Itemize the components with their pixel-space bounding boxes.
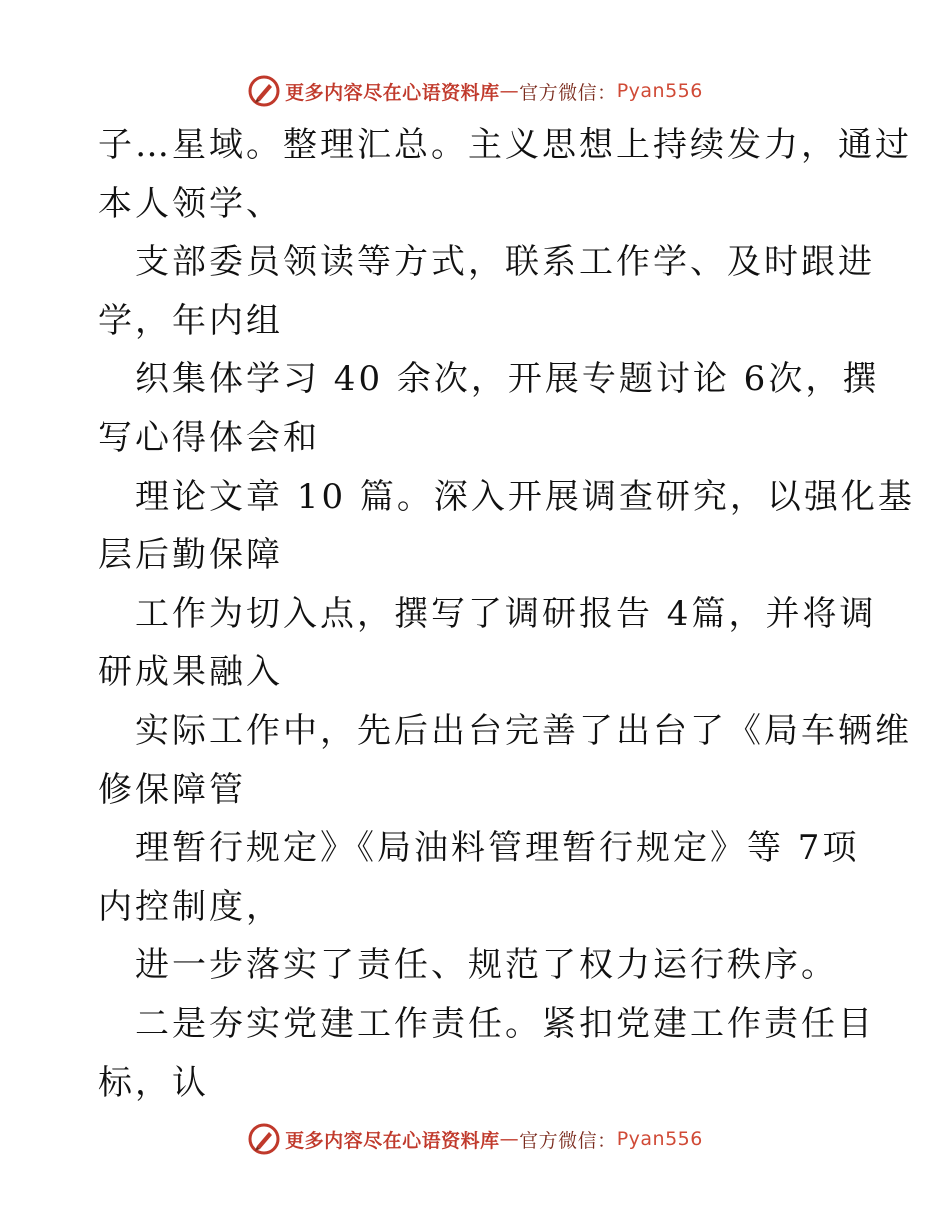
- text-line: 写心得体会和: [98, 417, 320, 458]
- text-line: 二是夯实党建工作责任。紧扣党建工作责任目: [135, 1003, 875, 1044]
- banner-wechat-id: Pyan556: [616, 80, 703, 102]
- text-line: 研成果融入: [98, 652, 283, 693]
- header-banner: [0, 71, 950, 111]
- banner-dash: —: [499, 1128, 520, 1150]
- text-line: 理论文章 10 篇。深入开展调查研究，以强化基: [135, 476, 915, 517]
- text-line: 支部委员领读等方式，联系工作学、及时跟进: [135, 242, 875, 283]
- text-line: 织集体学习 40 余次，开展专题讨论 6次，撰: [135, 359, 880, 400]
- text-line: 修保障管: [98, 769, 246, 810]
- text-line: 工作为切入点，撰写了调研报告 4篇，并将调: [135, 593, 877, 634]
- text-line: 层后勤保障: [98, 535, 283, 576]
- text-line: 理暂行规定》《局油料管理暂行规定》等 7项: [135, 828, 860, 869]
- text-line: 学，年内组: [98, 300, 283, 341]
- text-line: 内控制度，: [98, 886, 283, 927]
- banner-dash: —: [499, 80, 520, 102]
- banner-wechat-id: Pyan556: [616, 1128, 703, 1150]
- pen-logo-icon: [247, 74, 281, 108]
- banner-wechat-label: 官方微信：: [519, 1129, 617, 1152]
- banner-wechat-label: 官方微信：: [519, 81, 617, 104]
- banner-main-text: 更多内容尽在心语资料库: [285, 81, 500, 104]
- text-line: 本人领学、: [98, 183, 283, 224]
- text-line: 实际工作中，先后出台完善了出台了《局车辆维: [135, 710, 912, 751]
- body-text: [98, 116, 915, 1112]
- footer-banner: [0, 1119, 950, 1159]
- text-line: 标，认: [98, 1062, 209, 1103]
- text-line: 进一步落实了责任、规范了权力运行秩序。: [135, 945, 838, 986]
- text-line: 子…星域。整理汇总。主义思想上持续发力，通过: [98, 125, 912, 165]
- pen-logo-icon: [247, 1122, 281, 1156]
- banner-main-text: 更多内容尽在心语资料库: [285, 1129, 500, 1152]
